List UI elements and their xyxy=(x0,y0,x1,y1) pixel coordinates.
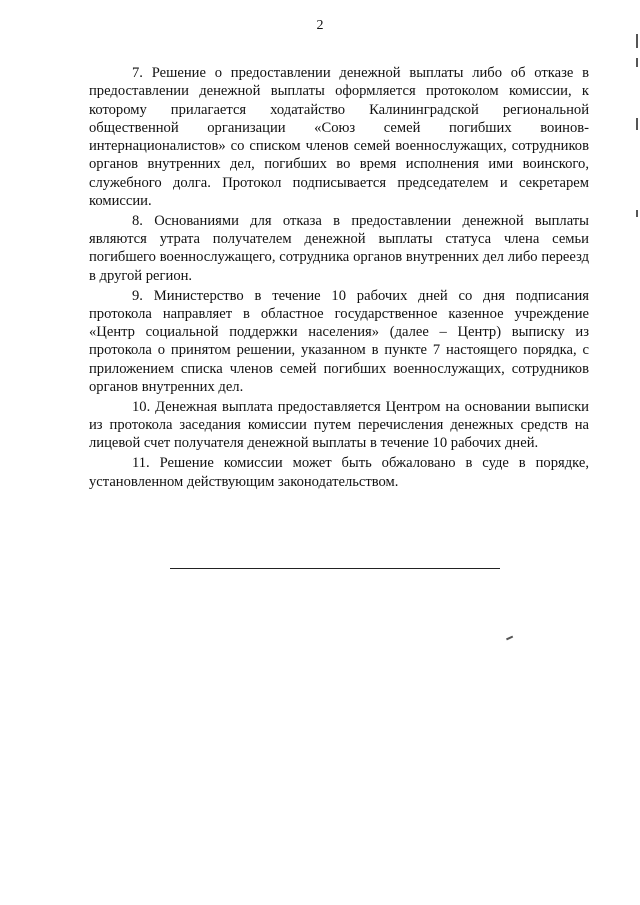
paragraph-7: 7. Решение о предоставлении денежной выплаты либо об отказе в предоставлении денежной выплаты оформляется протоколом комиссии, к которому прилагается ходатайство Калининградской региональной общественной организации «Союз семей погибших воинов-интернационалистов» со списком членов семей военнослужащих, сотрудников органов внутренних дел, погибших во время исполнения ими воинского, служебного долга. Протокол подписывается председателем и секретарем комиссии. xyxy=(89,65,589,210)
scan-edge-marks xyxy=(634,0,640,905)
paragraph-11: 11. Решение комиссии может быть обжаловано в суде в порядке, установленном действующим законодательством. xyxy=(89,455,589,490)
document-body xyxy=(89,64,589,492)
paragraph-9: 9. Министерство в течение 10 рабочих дней со дня подписания протокола направляет в областное государственное казенное учреждение «Центр социальной поддержки населения» (далее – Центр) выписку из протокола о принятом решении, указанном в пункте 7 настоящего порядка, с приложением списка членов семей погибших военнослужащих, сотрудников органов внутренних дел. xyxy=(89,287,589,396)
paragraph-8: 8. Основаниями для отказа в предоставлении денежной выплаты являются утрата получателем денежной выплаты статуса члена семьи погибшего военнослужащего, сотрудника органов внутренних дел либо переезд в другой регион. xyxy=(89,212,589,284)
scan-edge-mark xyxy=(636,118,638,130)
scan-edge-mark xyxy=(636,34,638,48)
end-of-document-rule xyxy=(170,568,500,569)
paragraph-10: 10. Денежная выплата предоставляется Центром на основании выписки из протокола заседания комиссии путем перечисления денежных средств на лицевой счет получателя денежной выплаты в течение 10 рабочих дней. xyxy=(89,398,589,452)
scan-edge-mark xyxy=(636,58,638,67)
scan-edge-mark xyxy=(636,210,638,217)
page-number: 2 xyxy=(316,18,324,33)
scan-speck xyxy=(506,636,513,640)
